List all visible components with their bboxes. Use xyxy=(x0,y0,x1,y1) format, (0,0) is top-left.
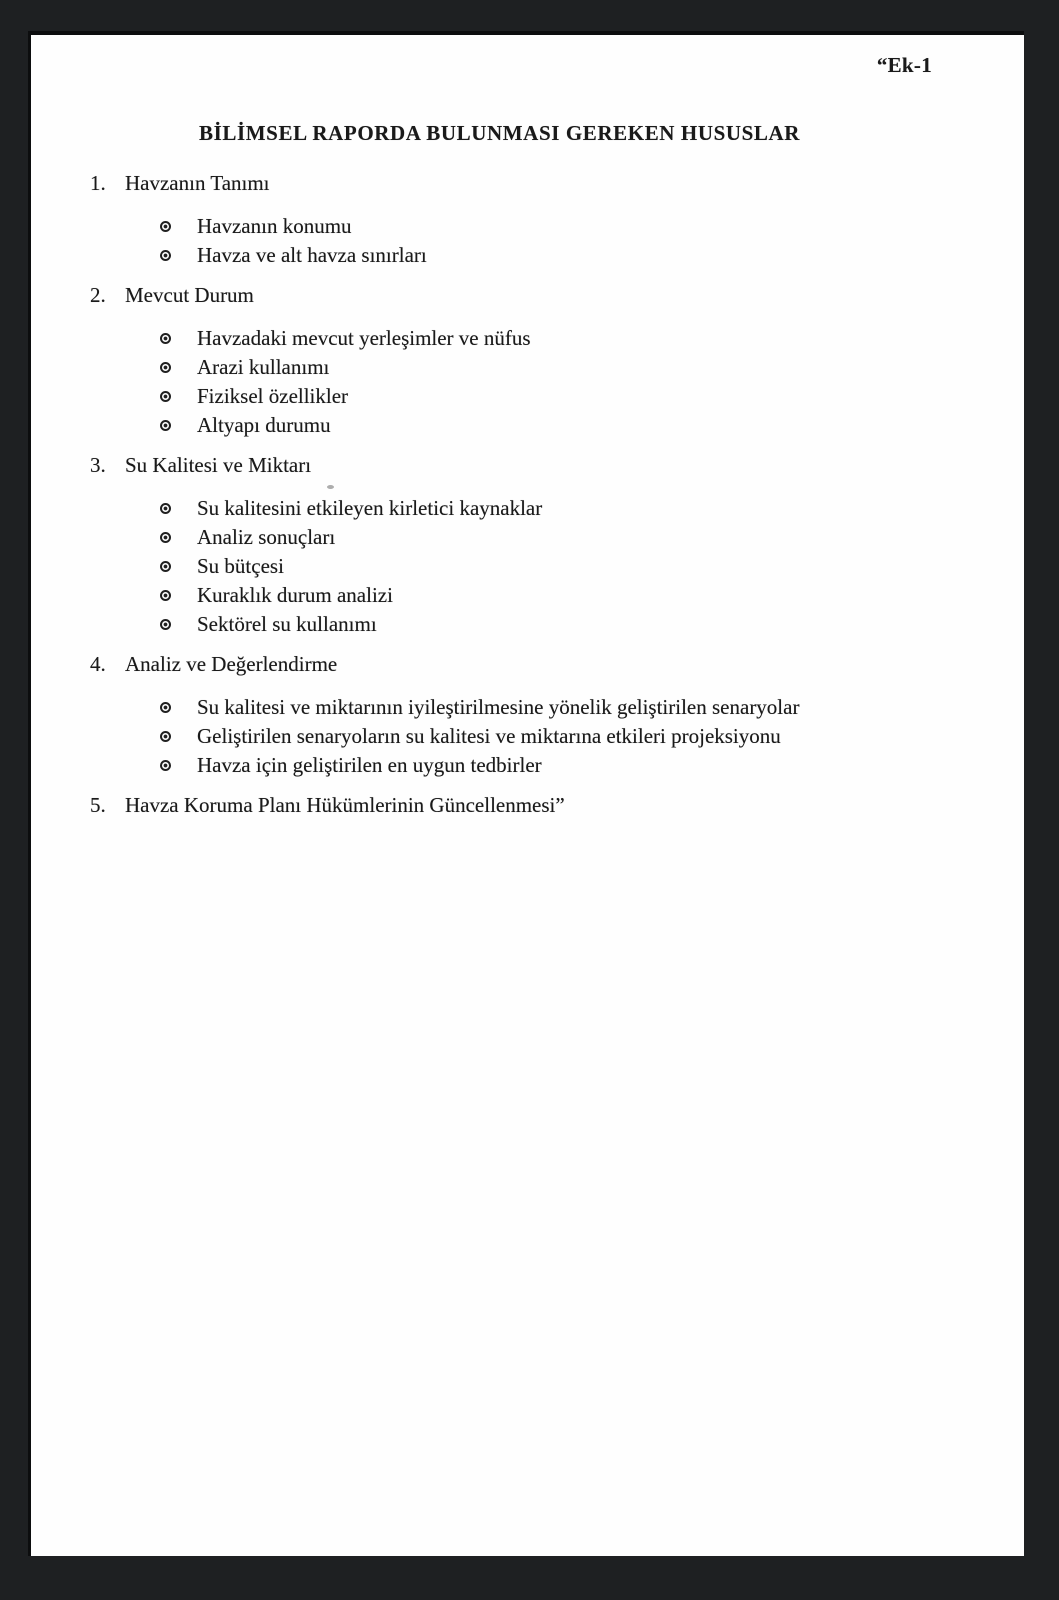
scanned-page xyxy=(28,31,1024,1556)
list-item-text: Fiziksel özellikler xyxy=(197,384,349,408)
list-item-text: Havzanın konumu xyxy=(197,214,352,238)
list-item-text: Su kalitesini etkileyen kirletici kaynaklar xyxy=(197,496,543,520)
list-item-text: Analiz sonuçları xyxy=(197,525,336,549)
section-heading-text: Havza Koruma Planı Hükümlerinin Güncellenmesi” xyxy=(125,793,565,817)
circle-bullet-icon xyxy=(160,391,171,402)
circle-bullet-icon xyxy=(160,333,171,344)
section-heading xyxy=(31,651,1024,677)
section-heading xyxy=(31,792,1024,818)
list-item-text: Sektörel su kullanımı xyxy=(197,612,377,636)
list-item-text: Havza için geliştirilen en uygun tedbirler xyxy=(197,753,542,777)
section-4 xyxy=(31,651,1024,780)
list-item-text: Arazi kullanımı xyxy=(197,355,330,379)
circle-bullet-icon xyxy=(160,221,171,232)
list-item xyxy=(31,212,1024,241)
circle-bullet-icon xyxy=(160,760,171,771)
section-number: 1. xyxy=(90,171,106,195)
annex-label: “Ek-1 xyxy=(876,53,932,77)
section-1 xyxy=(31,170,1024,270)
section-item-list xyxy=(31,494,1024,639)
circle-bullet-icon xyxy=(160,420,171,431)
list-item xyxy=(31,382,1024,411)
list-item xyxy=(31,722,1024,751)
list-item xyxy=(31,581,1024,610)
section-number: 3. xyxy=(90,453,106,477)
section-item-list xyxy=(31,693,1024,780)
circle-bullet-icon xyxy=(160,619,171,630)
section-2 xyxy=(31,282,1024,440)
section-5 xyxy=(31,792,1024,818)
section-heading-text: Analiz ve Değerlendirme xyxy=(125,652,338,676)
circle-bullet-icon xyxy=(160,731,171,742)
document-title: BİLİMSEL RAPORDA BULUNMASI GEREKEN HUSUSLAR xyxy=(199,121,801,145)
section-number: 5. xyxy=(90,793,106,817)
section-3 xyxy=(31,452,1024,639)
section-heading xyxy=(31,452,1024,478)
section-heading-text: Su Kalitesi ve Miktarı xyxy=(125,453,312,477)
list-item xyxy=(31,324,1024,353)
list-item xyxy=(31,523,1024,552)
section-heading xyxy=(31,282,1024,308)
section-item-list xyxy=(31,324,1024,440)
list-item xyxy=(31,411,1024,440)
list-item-text: Havzadaki mevcut yerleşimler ve nüfus xyxy=(197,326,531,350)
scan-artifact xyxy=(327,485,334,489)
circle-bullet-icon xyxy=(160,362,171,373)
list-item xyxy=(31,693,1024,722)
list-item-text: Kuraklık durum analizi xyxy=(197,583,393,607)
list-item xyxy=(31,353,1024,382)
circle-bullet-icon xyxy=(160,561,171,572)
circle-bullet-icon xyxy=(160,702,171,713)
section-heading xyxy=(31,170,1024,196)
section-heading-text: Mevcut Durum xyxy=(125,283,254,307)
list-item-text: Su kalitesi ve miktarının iyileştirilmesine yönelik geliştirilen senaryolar xyxy=(197,695,800,719)
list-item xyxy=(31,241,1024,270)
list-item-text: Altyapı durumu xyxy=(197,413,331,437)
circle-bullet-icon xyxy=(160,532,171,543)
section-number: 4. xyxy=(90,652,106,676)
circle-bullet-icon xyxy=(160,590,171,601)
list-item-text: Geliştirilen senaryoların su kalitesi ve miktarına etkileri projeksiyonu xyxy=(197,724,781,748)
list-item xyxy=(31,494,1024,523)
list-item xyxy=(31,552,1024,581)
section-number: 2. xyxy=(90,283,106,307)
list-item-text: Su bütçesi xyxy=(197,554,284,578)
list-item-text: Havza ve alt havza sınırları xyxy=(197,243,427,267)
section-item-list xyxy=(31,212,1024,270)
circle-bullet-icon xyxy=(160,503,171,514)
section-heading-text: Havzanın Tanımı xyxy=(125,171,270,195)
circle-bullet-icon xyxy=(160,250,171,261)
list-item xyxy=(31,751,1024,780)
list-item xyxy=(31,610,1024,639)
